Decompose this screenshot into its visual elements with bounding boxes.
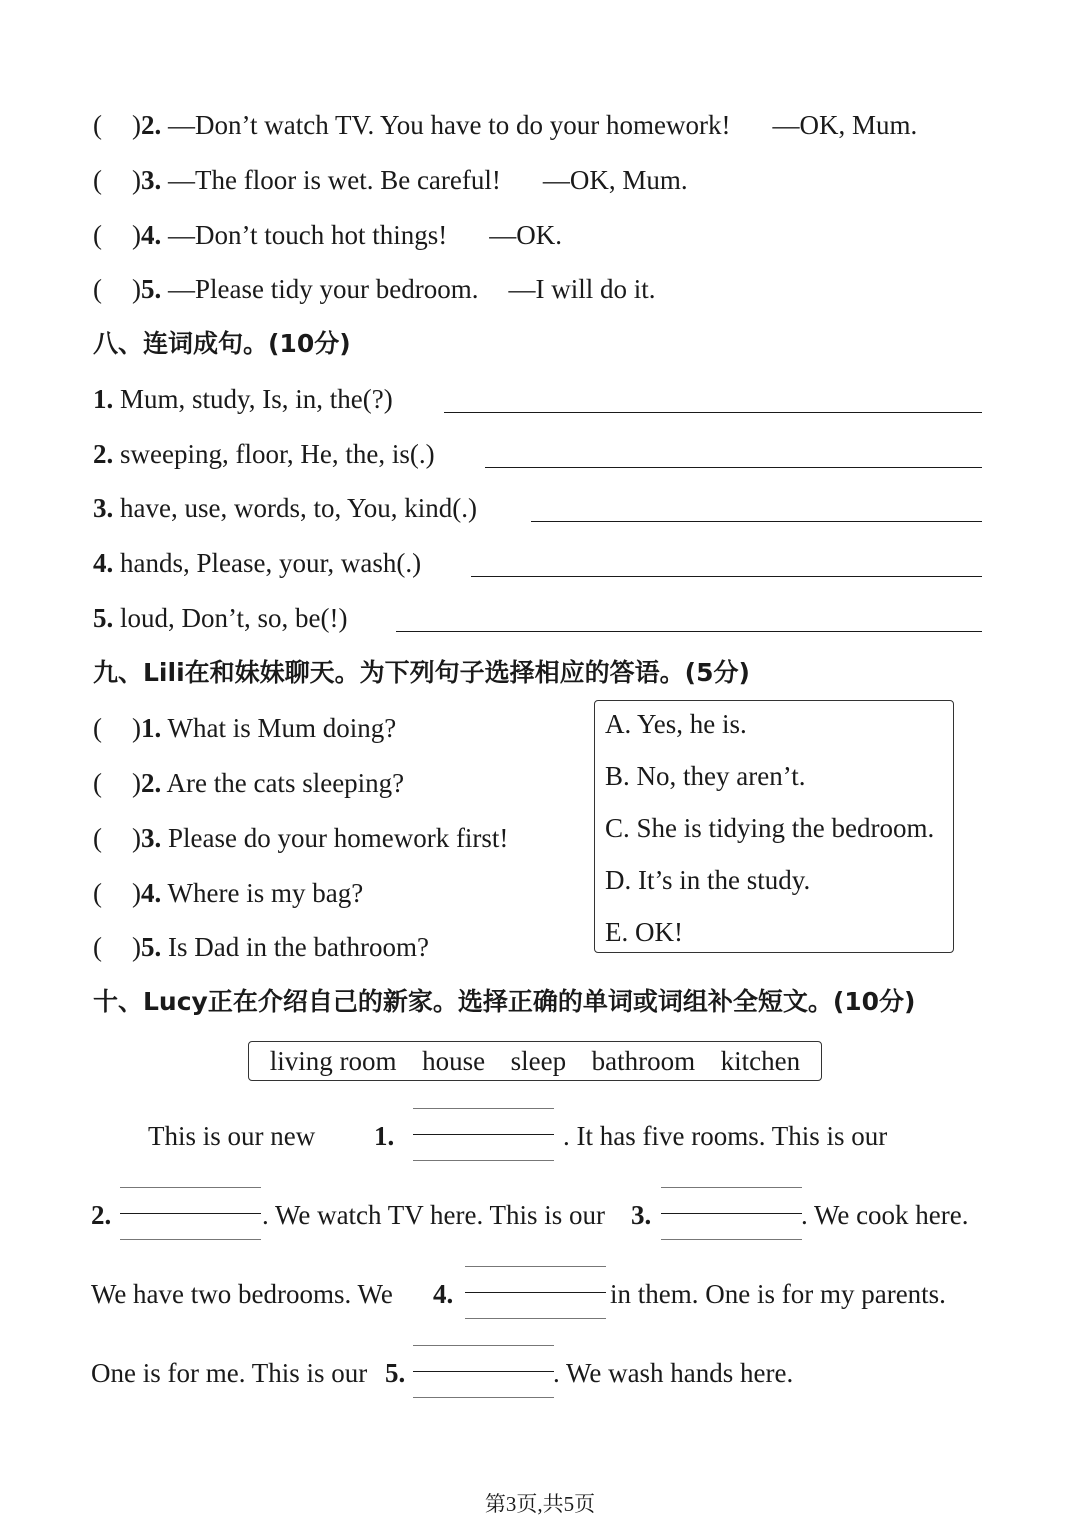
answer-paren[interactable]: ( )	[93, 768, 141, 798]
word-list: sweeping, floor, He, the, is(.)	[113, 439, 435, 469]
question-row	[93, 272, 655, 306]
word-bank-item: bathroom	[591, 1045, 696, 1076]
question-row	[93, 546, 421, 580]
question-number: 3.	[141, 823, 162, 853]
question-number: 4.	[141, 220, 162, 250]
question-number: 2.	[93, 439, 114, 469]
word-bank-item: sleep	[510, 1045, 567, 1076]
question-text: Are the cats sleeping?	[161, 768, 405, 798]
answer-blank-3[interactable]	[661, 1187, 802, 1239]
passage-text: One is for me. This is our	[91, 1358, 368, 1388]
section-heading: 八、连词成句。(10分)	[93, 329, 351, 358]
blank-number: 2.	[91, 1200, 112, 1230]
section-heading: 十、Lucy正在介绍自己的新家。选择正确的单词或词组补全短文。(10分)	[93, 987, 916, 1016]
reply-text: —OK, Mum.	[542, 165, 688, 195]
word-bank-item: house	[422, 1045, 486, 1076]
question-text: —Don’t watch TV. You have to do your homework!	[168, 110, 731, 140]
passage-text: . It has five rooms. This is our	[563, 1121, 888, 1151]
passage-text: in them. One is for my parents.	[610, 1279, 946, 1309]
answer-paren[interactable]: ( )	[93, 110, 141, 140]
question-row	[93, 711, 396, 745]
word-bank-item: living room	[269, 1045, 397, 1076]
passage-text: This is our new	[148, 1121, 316, 1151]
question-number: 1.	[141, 713, 162, 743]
word-bank	[248, 1041, 822, 1081]
reply-text: —OK.	[489, 220, 562, 250]
answer-blank-1[interactable]	[413, 1108, 554, 1160]
answer-paren[interactable]: ( )	[93, 165, 141, 195]
word-list: loud, Don’t, so, be(!)	[113, 603, 348, 633]
question-number: 2.	[141, 768, 162, 798]
section-heading: 九、Lili在和妹妹聊天。为下列句子选择相应的答语。(5分)	[93, 658, 750, 687]
answer-paren[interactable]: ( )	[93, 932, 141, 962]
question-number: 5.	[141, 932, 162, 962]
question-number: 2.	[141, 110, 162, 140]
option-b: B. No, they aren’t.	[605, 761, 806, 791]
question-number: 4.	[141, 878, 162, 908]
question-row	[93, 491, 477, 525]
question-text: —Don’t touch hot things!	[168, 220, 448, 250]
question-row	[93, 382, 393, 416]
word-list: hands, Please, your, wash(.)	[113, 548, 422, 578]
option-e: E. OK!	[605, 917, 683, 947]
reply-text: —OK, Mum.	[772, 110, 918, 140]
answer-paren[interactable]: ( )	[93, 713, 141, 743]
answer-line[interactable]	[471, 576, 982, 577]
answer-line[interactable]	[531, 521, 982, 522]
answer-paren[interactable]: ( )	[93, 274, 141, 304]
question-text: —The floor is wet. Be careful!	[168, 165, 501, 195]
options-box	[594, 700, 954, 953]
question-text: What is Mum doing?	[161, 713, 397, 743]
answer-paren[interactable]: ( )	[93, 823, 141, 853]
question-number: 5.	[141, 274, 162, 304]
question-number: 3.	[141, 165, 162, 195]
question-text: Please do your homework first!	[161, 823, 509, 853]
question-row	[93, 218, 562, 252]
question-row	[93, 876, 363, 910]
answer-line[interactable]	[444, 412, 982, 413]
question-text: —Please tidy your bedroom.	[168, 274, 479, 304]
word-list: Mum, study, Is, in, the(?)	[113, 384, 393, 414]
passage-text: . We watch TV here. This is our	[262, 1200, 606, 1230]
question-text: Where is my bag?	[161, 878, 364, 908]
blank-number: 4.	[433, 1279, 454, 1309]
blank-number: 1.	[374, 1121, 395, 1151]
answer-blank-5[interactable]	[413, 1345, 554, 1397]
blank-number: 5.	[385, 1358, 406, 1388]
question-number: 4.	[93, 548, 114, 578]
question-text: Is Dad in the bathroom?	[161, 932, 429, 962]
answer-paren[interactable]: ( )	[93, 878, 141, 908]
question-row	[93, 821, 508, 855]
passage-text: . We cook here.	[801, 1200, 969, 1230]
blank-number: 3.	[631, 1200, 652, 1230]
question-row	[93, 163, 688, 197]
answer-blank-4[interactable]	[465, 1266, 606, 1318]
option-a: A. Yes, he is.	[605, 709, 747, 739]
question-row	[93, 108, 917, 142]
word-list: have, use, words, to, You, kind(.)	[113, 493, 477, 523]
answer-paren[interactable]: ( )	[93, 220, 141, 250]
reply-text: —I will do it.	[508, 274, 656, 304]
question-number: 3.	[93, 493, 114, 523]
question-number: 1.	[93, 384, 114, 414]
question-row	[93, 766, 404, 800]
passage-text: We have two bedrooms. We	[91, 1279, 393, 1309]
question-number: 5.	[93, 603, 114, 633]
question-row	[93, 601, 347, 635]
question-row	[93, 930, 429, 964]
question-row	[93, 437, 435, 471]
word-bank-item: kitchen	[720, 1045, 801, 1076]
answer-line[interactable]	[396, 631, 982, 632]
answer-blank-2[interactable]	[120, 1187, 261, 1239]
passage-text: . We wash hands here.	[553, 1358, 794, 1388]
answer-line[interactable]	[485, 467, 982, 468]
option-d: D. It’s in the study.	[605, 865, 811, 895]
option-c: C. She is tidying the bedroom.	[605, 813, 935, 843]
page-number: 第3页,共5页	[484, 1492, 596, 1516]
